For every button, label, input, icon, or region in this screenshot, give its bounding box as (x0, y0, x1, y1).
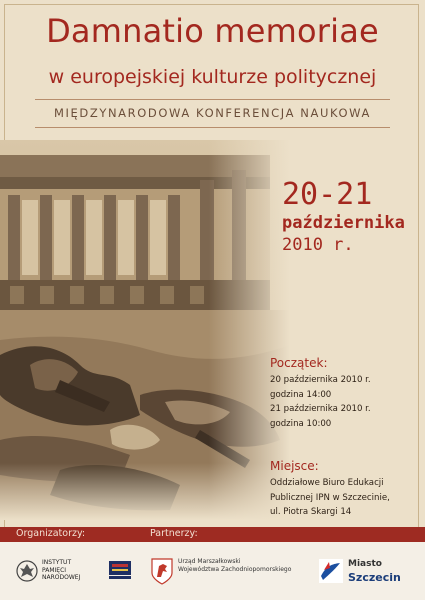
event-title: Damnatio memoriae (46, 12, 379, 50)
marshal-logo-text: Urząd Marszałkowski (178, 558, 241, 565)
footer-bar (0, 527, 425, 542)
ipn-logo-text: NARODOWEJ (42, 574, 81, 581)
partner-logo (108, 558, 132, 586)
date-month: października (282, 213, 405, 233)
start-line: 20 października 2010 r. (270, 375, 371, 385)
divider-top (35, 99, 390, 100)
start-heading: Początek: (270, 356, 328, 370)
place-info (270, 459, 390, 520)
szczecin-logo (318, 558, 401, 588)
start-info (270, 356, 371, 431)
city-emblem-icon (318, 558, 344, 584)
marshal-office-logo (150, 557, 292, 589)
organizers-label: Organizatorzy: (16, 528, 86, 539)
start-line: godzina 14:00 (270, 389, 332, 400)
logos-strip (0, 542, 425, 600)
historical-photo (0, 140, 290, 520)
city-logo-text: Miasto (348, 559, 382, 569)
event-dates (270, 178, 410, 256)
place-line: ul. Piotra Skargi 14 (270, 507, 352, 518)
date-range: 20-21 (282, 177, 373, 212)
start-line: godzina 10:00 (270, 418, 332, 429)
ipn-logo-text: PAMIĘCI (42, 566, 67, 574)
eagle-emblem-icon (16, 560, 38, 582)
partners-label: Partnerzy: (150, 528, 198, 539)
start-line: 21 października 2010 r. (270, 404, 371, 415)
book-emblem-icon (108, 558, 132, 582)
event-subtitle: w europejskiej kulturze politycznej (48, 66, 377, 88)
ipn-logo (16, 559, 81, 586)
city-logo-text: Szczecin (348, 571, 401, 584)
conference-label: MIĘDZYNARODOWA KONFERENCJA NAUKOWA (54, 106, 371, 120)
place-line: Oddziałowe Biuro Edukacji (270, 478, 384, 488)
place-heading: Miejsce: (270, 459, 319, 473)
place-line: Publicznej IPN w Szczecinie, (270, 492, 390, 503)
marshal-logo-text: Województwa Zachodniopomorskiego (178, 566, 292, 573)
date-year: 2010 r. (282, 235, 354, 255)
ipn-logo-text: INSTYTUT (42, 559, 72, 566)
griffin-shield-icon (150, 557, 174, 585)
divider-bottom (35, 127, 390, 128)
